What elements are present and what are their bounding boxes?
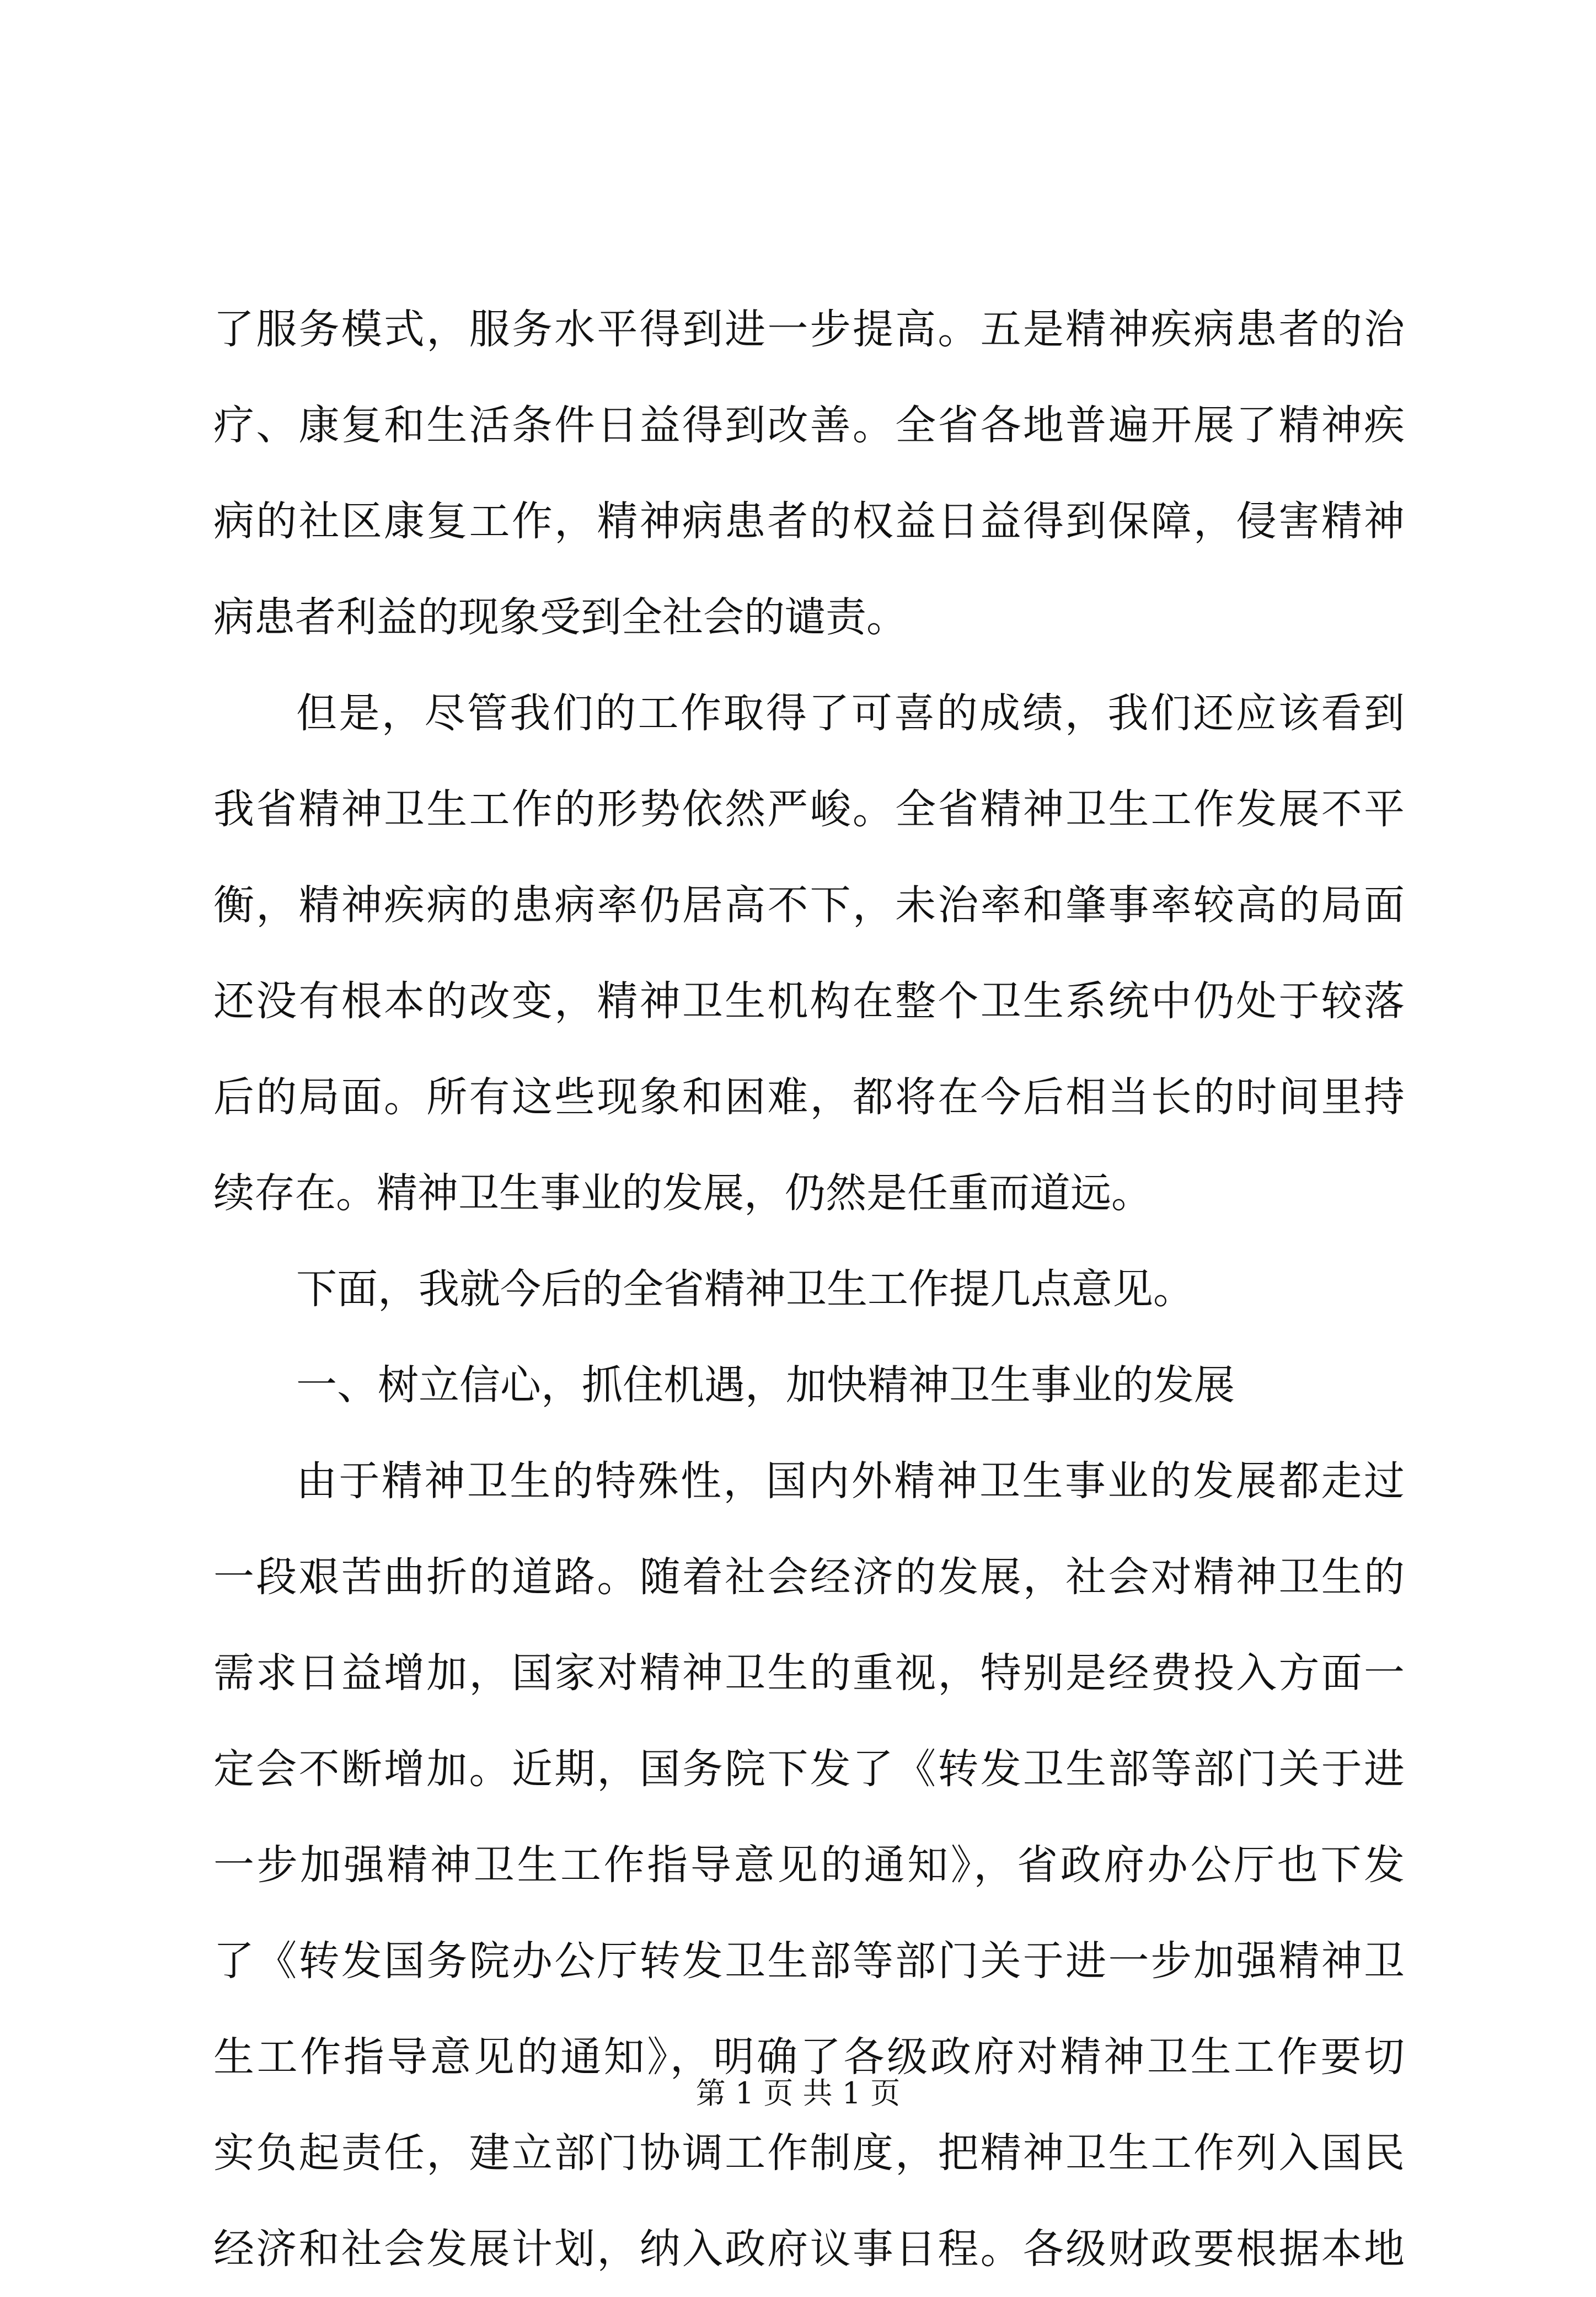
text-line: 后的局面。所有这些现象和困难，都将在今后相当长的时间里持: [213, 1073, 1405, 1121]
text-line: 病患者利益的现象受到全社会的谴责。: [213, 594, 907, 641]
text-line: 了《转发国务院办公厅转发卫生部等部门关于进一步加强精神卫: [213, 1937, 1405, 1985]
text-line: 生工作指导意见的通知》，明确了各级政府对精神卫生工作要切: [213, 2033, 1405, 2081]
text-line: 一、树立信心，抓住机遇，加快精神卫生事业的发展: [296, 1361, 1235, 1409]
text-line: 下面，我就今后的全省精神卫生工作提几点意见。: [296, 1265, 1194, 1313]
text-line: 我省精神卫生工作的形势依然严峻。全省精神卫生工作发展不平: [213, 786, 1405, 833]
page-footer: 第 1 页 共 1 页: [695, 2076, 901, 2111]
text-line: 续存在。精神卫生事业的发展，仍然是任重而道远。: [213, 1169, 1152, 1217]
text-line: 但是，尽管我们的工作取得了可喜的成绩，我们还应该看到: [296, 690, 1405, 737]
text-line: 了服务模式，服务水平得到进一步提高。五是精神疾病患者的治: [213, 306, 1405, 353]
body-text: [213, 281, 1405, 2297]
text-line: 需求日益增加，国家对精神卫生的重视，特别是经费投入方面一: [213, 1649, 1405, 1697]
text-line: 一段艰苦曲折的道路。随着社会经济的发展，社会对精神卫生的: [213, 1553, 1405, 1601]
text-line: 定会不断增加。近期，国务院下发了《转发卫生部等部门关于进: [213, 1745, 1405, 1793]
text-line: 病的社区康复工作，精神病患者的权益日益得到保障，侵害精神: [213, 498, 1405, 545]
text-line: 一步加强精神卫生工作指导意见的通知》，省政府办公厅也下发: [213, 1841, 1405, 1889]
text-line: 还没有根本的改变，精神卫生机构在整个卫生系统中仍处于较落: [213, 977, 1405, 1025]
text-line: 经济和社会发展计划，纳入政府议事日程。各级财政要根据本地: [213, 2225, 1405, 2273]
text-line: 衡，精神疾病的患病率仍居高不下，未治率和肇事率较高的局面: [213, 882, 1405, 929]
text-line: 实负起责任，建立部门协调工作制度，把精神卫生工作列入国民: [213, 2129, 1405, 2177]
text-line: 由于精神卫生的特殊性，国内外精神卫生事业的发展都走过: [296, 1457, 1405, 1505]
text-line: 疗、康复和生活条件日益得到改善。全省各地普遍开展了精神疾: [213, 402, 1405, 449]
